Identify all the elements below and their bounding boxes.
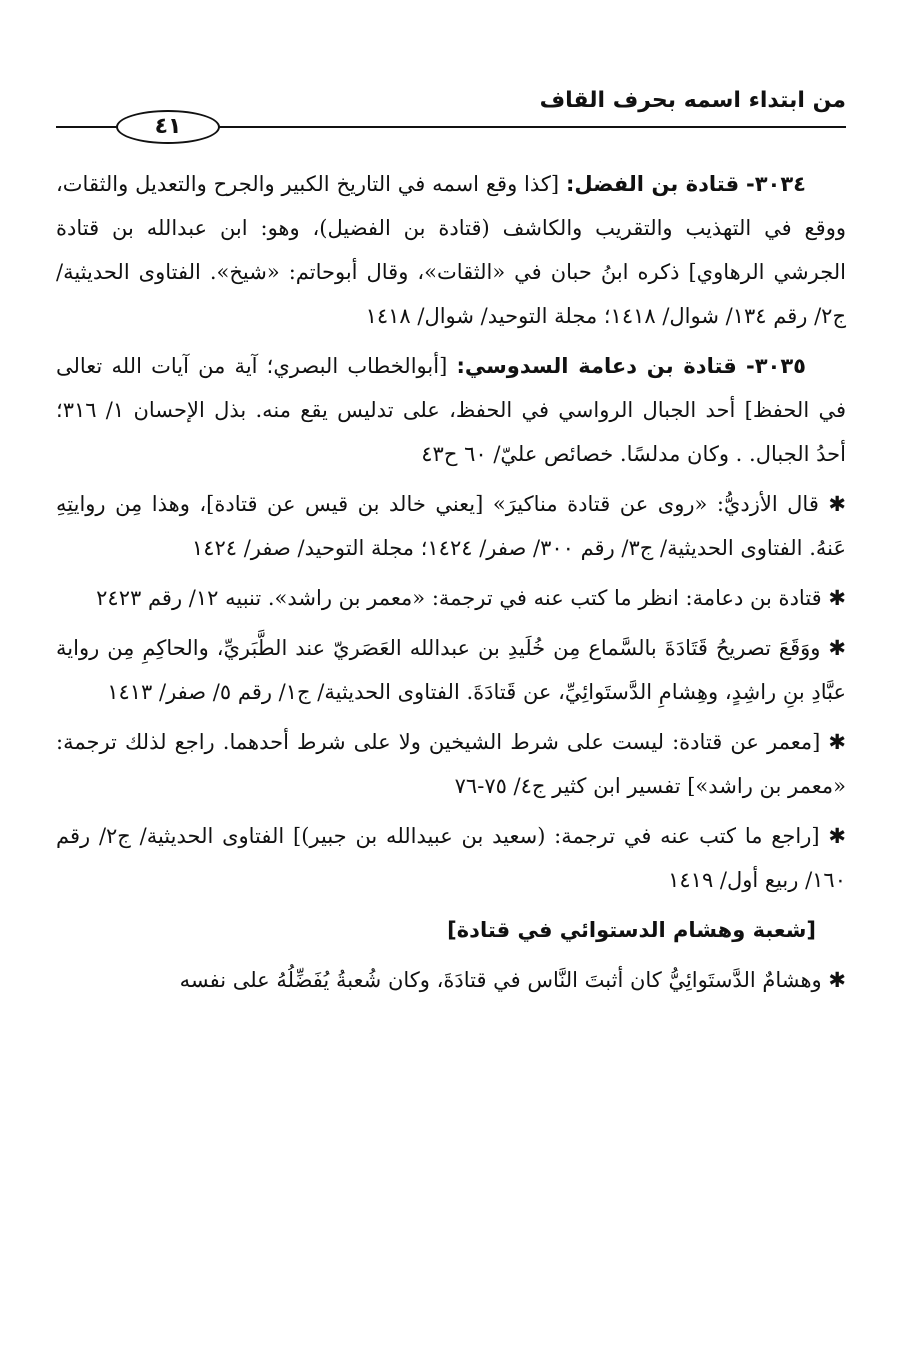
note-mamar-an-qatada [56, 720, 846, 808]
entry-name: قتادة بن دعامة السدوسي: [456, 354, 737, 378]
note-saeed-bin-ubaidullah [56, 814, 846, 902]
entry-3035 [56, 344, 846, 476]
entry-text: [كذا وقع اسمه في التاريخ الكبير والجرح والتعديل والثقات، ووقع في التهذيب والتقريب والكاشف (قتادة بن الفضيل)، وهو: ابن عبدالله بن قتادة الجرشي الرهاوي] ذكره ابنُ حبان في «الثقات»، وقال أبوحاتم: «شيخ». الفتاوى الحديثية/ ج٢/ رقم ١٣٤/ شوال/ ١٤١٨؛ مجلة التوحيد/ شوال/ ١٤١٨ [56, 172, 846, 328]
note-azdi [56, 482, 846, 570]
entry-number: ٣٠٣٤- [746, 172, 806, 196]
note-text: وهشامٌ الدَّستَوائِيُّ كان أثبتَ النَّاس في قتادَةَ، وكان شُعبةُ يُفَضِّلُهُ على نفسه [179, 968, 822, 992]
star-bullet-icon: ✱ [828, 730, 846, 754]
star-bullet-icon: ✱ [828, 492, 846, 516]
note-hisham-dastuwai [56, 958, 846, 1002]
body-text [56, 162, 846, 1008]
entry-number: ٣٠٣٥- [746, 354, 806, 378]
star-bullet-icon: ✱ [828, 636, 846, 660]
star-bullet-icon: ✱ [828, 968, 846, 992]
note-qatada-bin-diama [56, 576, 846, 620]
section-subheading: [شعبة وهشام الدستوائي في قتادة] [447, 918, 816, 942]
running-title: من ابتداء اسمه بحرف القاف [539, 88, 846, 113]
entry-3034 [56, 162, 846, 338]
note-text: [راجع ما كتب عنه في ترجمة: (سعيد بن عبيدالله بن جبير)] الفتاوى الحديثية/ ج٢/ رقم ١٦٠/ ربيع أول/ ١٤١٩ [56, 824, 846, 892]
note-text: ووَقَعَ تصريحُ قَتَادَةَ بالسَّماع مِن خُلَيدِ بن عبدالله العَصَريّ عند الطَّبَريِّ، والحاكِمِ مِن رواية عبَّادِ بنِ راشِدٍ، وهِشامِ الدَّستَوائِيِّ، عن قَتادَةَ. الفتاوى الحديثية/ ج١/ رقم ٥/ صفر/ ١٤١٣ [56, 636, 846, 704]
entry-name: قتادة بن الفضل: [565, 172, 740, 196]
note-text: [معمر عن قتادة: ليست على شرط الشيخين ولا على شرط أحدهما. راجع لذلك ترجمة: «معمر بن راشد»] تفسير ابن كثير ج٤/ ٧٥-٧٦ [56, 730, 846, 798]
star-bullet-icon: ✱ [828, 586, 846, 610]
note-tasrih-bissama [56, 626, 846, 714]
star-bullet-icon: ✱ [828, 824, 846, 848]
note-text: قتادة بن دعامة: انظر ما كتب عنه في ترجمة: «معمر بن راشد». تنبيه ١٢/ رقم ٢٤٢٣ [96, 586, 822, 610]
entry-text: [أبوالخطاب البصري؛ آية من آيات الله تعالى في الحفظ] أحد الجبال الرواسي في الحفظ، على تدليس يقع منه. بذل الإحسان ١/ ٣١٦؛ أحدُ الجبال. . وكان مدلسًا. خصائص عليّ/ ٦٠ ح٤٣ [56, 354, 846, 466]
page-header [56, 78, 846, 158]
page-number: ٤١ [116, 110, 220, 144]
note-text: قال الأزديُّ: «روى عن قتادة مناكيرَ» [يعني خالد بن قيس عن قتادة]، وهذا مِن روايتِهِ عَنهُ. الفتاوى الحديثية/ ج٣/ رقم ٣٠٠/ صفر/ ١٤٢٤؛ مجلة التوحيد/ صفر/ ١٤٢٤ [56, 492, 846, 560]
